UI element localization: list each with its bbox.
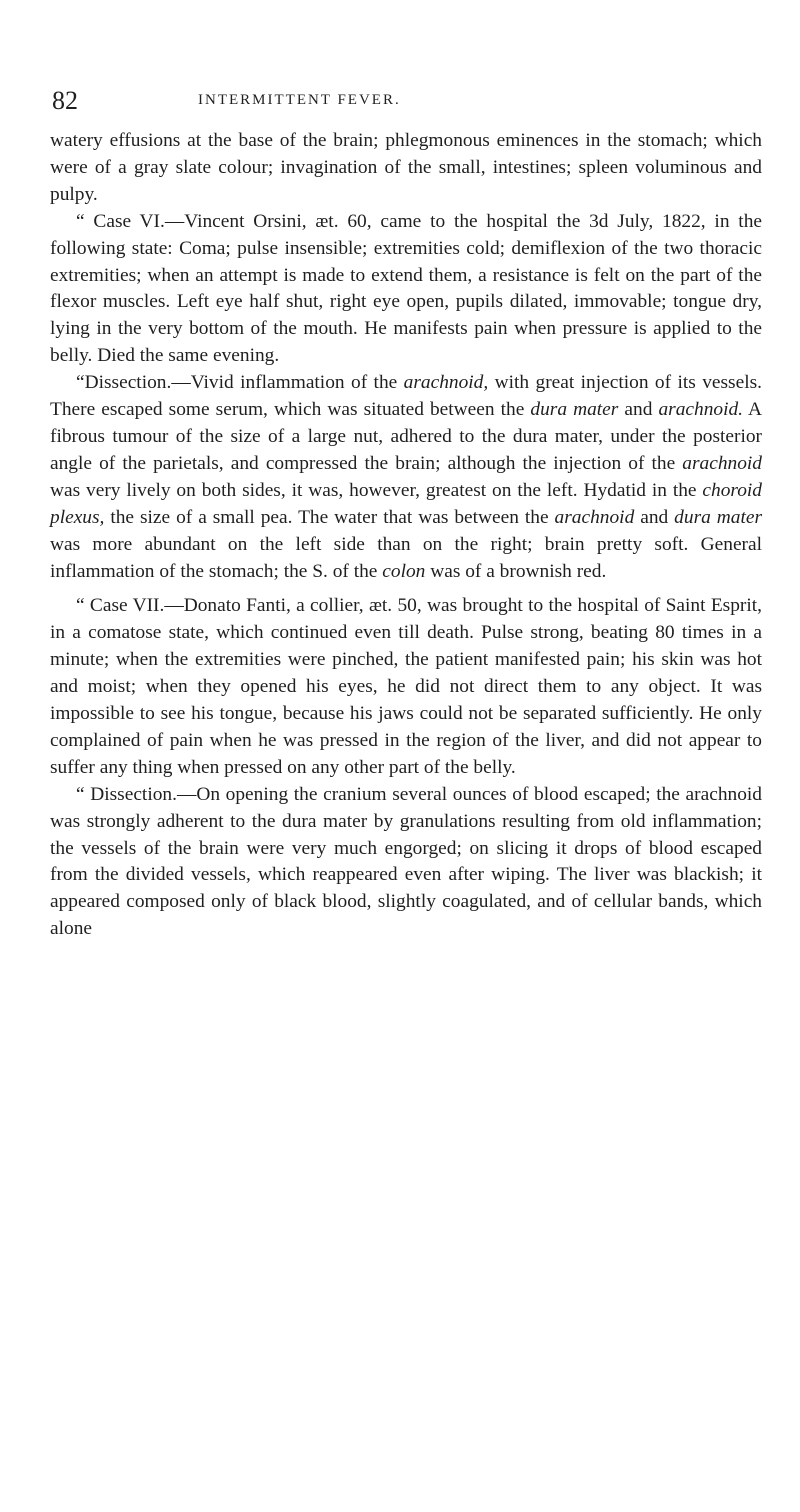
text-run: with great injection of its vessels. There escaped some serum, which was situated between the [50, 372, 762, 421]
italic-term: dura mater [530, 399, 619, 421]
text-run: was more abundant on the left side than on the right; brain pretty soft. General inflammation of the stomach; the S. of the [50, 533, 762, 582]
text-run: and [618, 399, 659, 421]
paragraph-dissection-vi [50, 370, 762, 585]
text-run: and [634, 506, 675, 528]
text-run: was very lively on both sides, it was, however, greatest on the left. Hydatid in the [50, 479, 703, 501]
running-title: INTERMITTENT FEVER. [198, 92, 401, 108]
body-text [50, 128, 762, 943]
text-run: “Dissection.—Vivid inflammation of the [76, 372, 404, 394]
paragraph-dissection-vii: “ Dissection.—On opening the cranium several ounces of blood escaped; the arachnoid was strongly adherent to the dura mater by granulations resulting from old inflammation; the vessels of the brain were very much engorged; on slicing it drops of blood escaped from the divided vessels, which reappeared even after wiping. The liver was blackish; it appeared composed only of black blood, slightly coagulated, and of cellular bands, which alone [50, 783, 762, 940]
text-run: A fibrous tumour of the size of a large nut, adhered to the dura mater, under the posterior angle of the parietals, and compressed the brain; although the injection of the [50, 399, 763, 474]
italic-term: choroid plexus, [50, 479, 762, 528]
text-run: was of a brownish red. [425, 560, 607, 582]
paragraph-case-vii: “ Case VII.—Donato Fanti, a collier, æt. 50, was brought to the hospital of Saint Esprit, in a comatose state, which continued even till death. Pulse strong, beating 80 times in a minute; when the extremities were pinched, the patient manifested pain; his skin was hot and moist; when they opened his eyes, he did not direct them to any object. It was impossible to see his tongue, because his jaws could not be separated sufficiently. He only complained of pain when he was pressed in the region of the liver, and did not appear to suffer any thing when pressed on any other part of the belly. [50, 595, 762, 778]
running-head [52, 86, 752, 116]
italic-term: arachnoid [554, 506, 635, 528]
paragraph-case-vi: “ Case VI.—Vincent Orsini, æt. 60, came to the hospital the 3d July, 1822, in the following state: Coma; pulse insensible; extremities cold; demiflexion of the two thoracic extremities; when an attempt is made to extend them, a resistance is felt on the part of the flexor muscles. Left eye half shut, right eye open, pupils dilated, immovable; tongue dry, lying in the very bottom of the mouth. He manifests pain when pressure is applied to the belly. Died the same evening. [50, 210, 762, 367]
text-run: the size of a small pea. The water that was between the [104, 506, 555, 528]
italic-term: colon [382, 560, 426, 582]
italic-term: dura mater [674, 506, 762, 528]
paragraph-continuation: watery effusions at the base of the brain; phlegmonous eminences in the stomach; which were of a gray slate colour; invagination of the small, intestines; spleen voluminous and pulpy. [50, 130, 762, 205]
italic-term: arachnoid [682, 452, 762, 474]
italic-term: arachnoid. [658, 399, 744, 421]
italic-term: arachnoid, [403, 372, 489, 394]
page-number: 82 [52, 86, 78, 115]
